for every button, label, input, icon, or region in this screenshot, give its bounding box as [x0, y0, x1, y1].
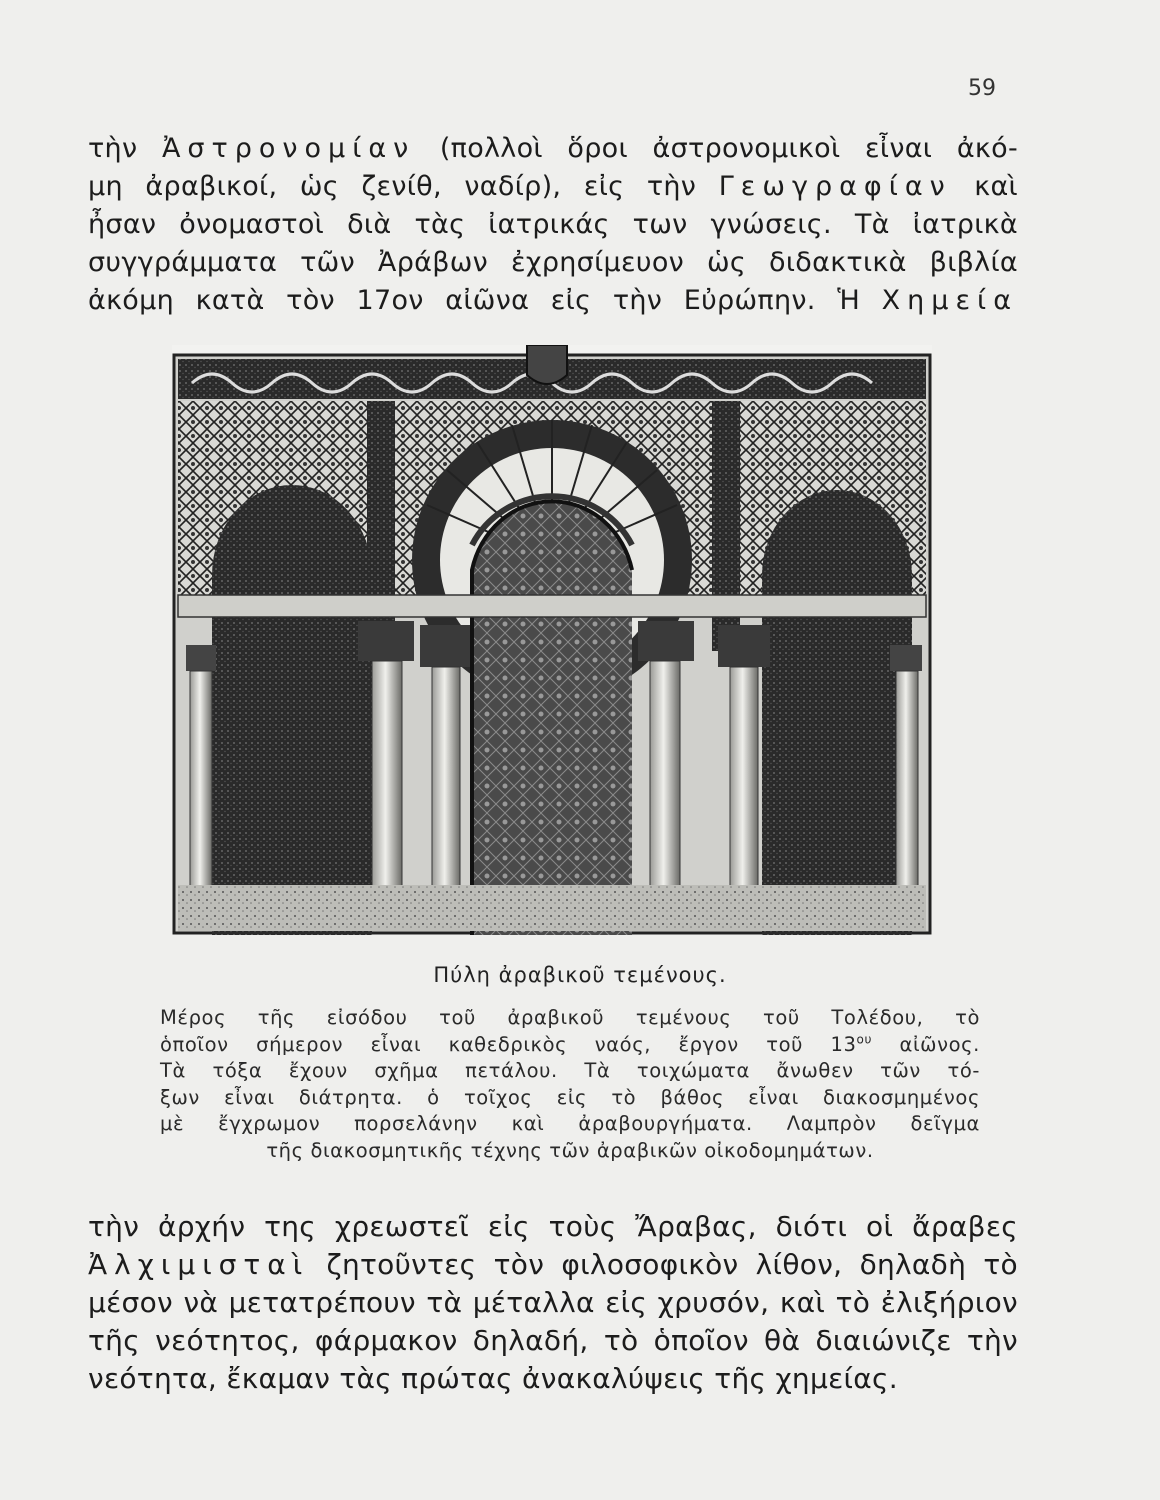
caption-line: ὁποῖον σήμερον εἶναι καθεδρικὸς ναός, ἔργον τοῦ $13^{o\upsilon}$ αἰῶνος.	[160, 1032, 980, 1056]
text-line: ἦσαν ὀνομαστοὶ διὰ τὰς ἰατρικάς των γνώσεις. Τὰ ἰατρικὰ	[88, 209, 1018, 240]
engraving-illustration	[172, 345, 932, 935]
figure-title: Πύλη ἀραβικοῦ τεμένους.	[433, 963, 727, 987]
figure-caption	[160, 1005, 980, 1164]
text-line: τὴν Ἀστρονομίαν (πολλοὶ ὅροι ἀστρονομικοὶ εἶναι ἀκό-	[88, 133, 1018, 164]
caption-line: ξων εἶναι διάτρητα. ὁ τοῖχος εἰς τὸ βάθος εἶναι διακοσμημένος	[160, 1085, 980, 1109]
mosque-gate-engraving	[172, 345, 932, 935]
text-line: τὴν ἀρχήν της χρεωστεῖ εἰς τοὺς Ἄραβας, διότι οἱ ἄραβες	[88, 1210, 1018, 1243]
caption-line: Τὰ τόξα ἔχουν σχῆμα πετάλου. Τὰ τοιχώματα ἄνωθεν τῶν τό-	[160, 1059, 980, 1082]
top-paragraph	[88, 130, 1018, 320]
text-line: τῆς νεότητος, φάρμακον δηλαδή, τὸ ὁποῖον θὰ διαιώνιζε τὴν	[88, 1324, 1018, 1357]
text-line: ἀκόμη κατὰ τὸν 17ον αἰῶνα εἰς τὴν Εὐρώπην. Ἡ Χημεία	[88, 285, 1018, 316]
text-line: συγγράμματα τῶν Ἀράβων ἐχρησίμευον ὡς διδακτικὰ βιβλία	[88, 247, 1018, 278]
page-number: 59	[968, 76, 996, 101]
text-line: Ἀλχιμισταὶ ζητοῦντες τὸν φιλοσοφικὸν λίθον, δηλαδὴ τὸ	[88, 1248, 1018, 1281]
text-line: μέσον νὰ μετατρέπουν τὰ μέταλλα εἰς χρυσόν, καὶ τὸ ἐλιξήριον	[88, 1286, 1018, 1319]
text-line: μη ἀραβικοί, ὡς ζενίθ, ναδίρ), εἰς τὴν Γεωγραφίαν καὶ	[88, 171, 1018, 202]
caption-line: Μέρος τῆς εἰσόδου τοῦ ἀραβικοῦ τεμένους τοῦ Τολέδου, τὸ	[160, 1006, 980, 1029]
bottom-paragraph	[88, 1208, 1018, 1398]
caption-line: μὲ ἔγχρωμον πορσελάνην καὶ ἀραβουργήματα. Λαμπρὸν δεῖγμα	[160, 1112, 980, 1135]
caption-line: τῆς διακοσμητικῆς τέχνης τῶν ἀραβικῶν οἰκοδομημάτων.	[266, 1138, 874, 1162]
text-line: νεότητα, ἔκαμαν τὰς πρώτας ἀνακαλύψεις τῆς χημείας.	[88, 1362, 898, 1395]
